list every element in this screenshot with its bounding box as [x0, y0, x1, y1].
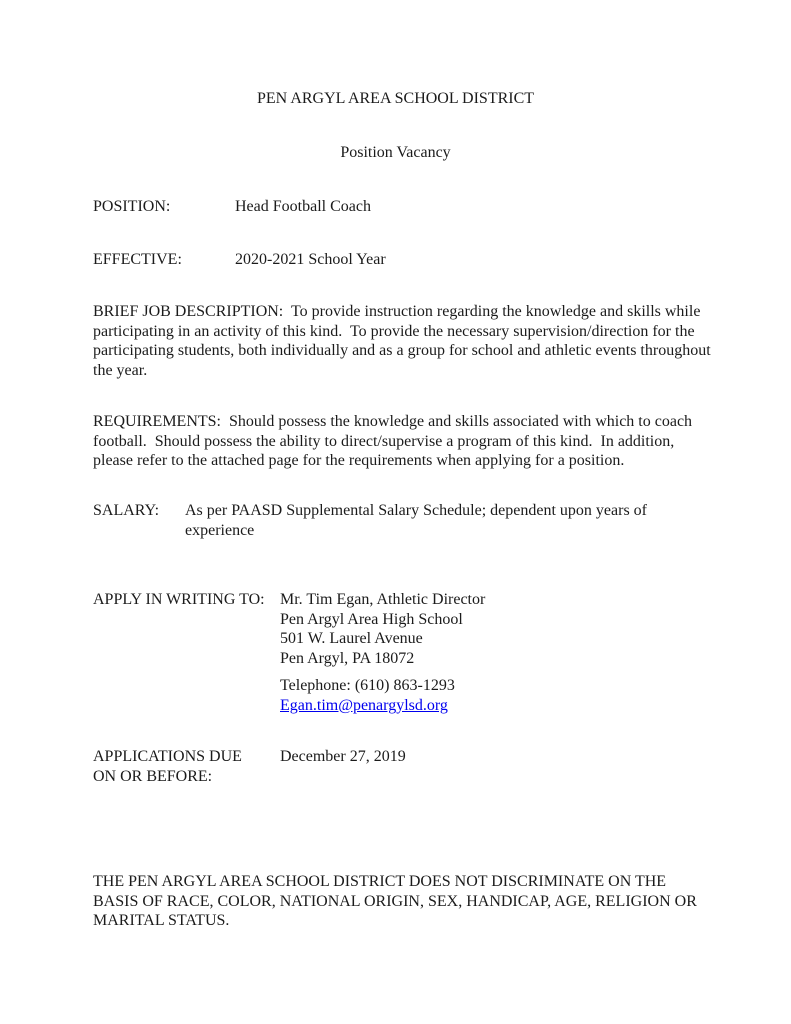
contact-school: Pen Argyl Area High School: [280, 610, 463, 628]
footer-line-1: THE PEN ARGYL AREA SCHOOL DISTRICT DOES NOT DISCRIMINATE ON THE: [93, 873, 667, 890]
contact-email-link[interactable]: Egan.tim@penargylsd.org: [280, 696, 448, 714]
brief-job-description-paragraph: [93, 302, 711, 380]
applications-due-label-line-2: ON OR BEFORE:: [93, 767, 213, 785]
applications-due-date: December 27, 2019: [280, 748, 406, 765]
contact-city-state-zip: Pen Argyl, PA 18072: [280, 649, 415, 667]
footer-line-2: BASIS OF RACE, COLOR, NATIONAL ORIGIN, SEX, HANDICAP, AGE, RELIGION OR: [93, 892, 697, 910]
position-value: Head Football Coach: [235, 198, 371, 215]
salary-value-line-2: experience: [185, 521, 255, 539]
apply-in-writing-value: [280, 590, 485, 715]
brief-line-3: participating students, both individually and as a group for school and athletic events throughout: [93, 342, 711, 359]
document-subtitle: Position Vacancy: [340, 144, 451, 161]
contact-name: Mr. Tim Egan, Athletic Director: [280, 591, 486, 608]
footer-line-3: MARITAL STATUS.: [93, 912, 230, 929]
effective-label: EFFECTIVE:: [93, 251, 182, 268]
district-title: PEN ARGYL AREA SCHOOL DISTRICT: [256, 90, 535, 107]
requirements-paragraph: [93, 412, 692, 471]
applications-due-label: [93, 747, 242, 786]
salary-label: SALARY:: [93, 502, 160, 519]
brief-line-2: participating in an activity of this kind. To provide the necessary supervision/direction for the: [93, 322, 695, 340]
non-discrimination-statement: [93, 872, 697, 931]
brief-line-4: the year.: [93, 361, 148, 379]
applications-due-label-line-1: APPLICATIONS DUE: [93, 748, 242, 765]
salary-value-line-1: As per PAASD Supplemental Salary Schedule; dependent upon years of: [185, 502, 647, 519]
contact-telephone: Telephone: (610) 863-1293: [280, 677, 455, 694]
salary-value: [185, 501, 647, 540]
requirements-line-3: please refer to the attached page for the requirements when applying for a position.: [93, 452, 625, 469]
brief-line-1: BRIEF JOB DESCRIPTION: To provide instruction regarding the knowledge and skills while: [93, 303, 701, 320]
apply-in-writing-label: APPLY IN WRITING TO:: [93, 591, 265, 608]
position-label: POSITION:: [93, 198, 171, 215]
address-phone-gap: [280, 668, 485, 676]
requirements-line-2: football. Should possess the ability to direct/supervise a program of this kind. In addition,: [93, 432, 675, 450]
requirements-line-1: REQUIREMENTS: Should possess the knowledge and skills associated with which to coach: [93, 413, 693, 430]
contact-street: 501 W. Laurel Avenue: [280, 630, 423, 647]
effective-value: 2020-2021 School Year: [235, 251, 386, 268]
